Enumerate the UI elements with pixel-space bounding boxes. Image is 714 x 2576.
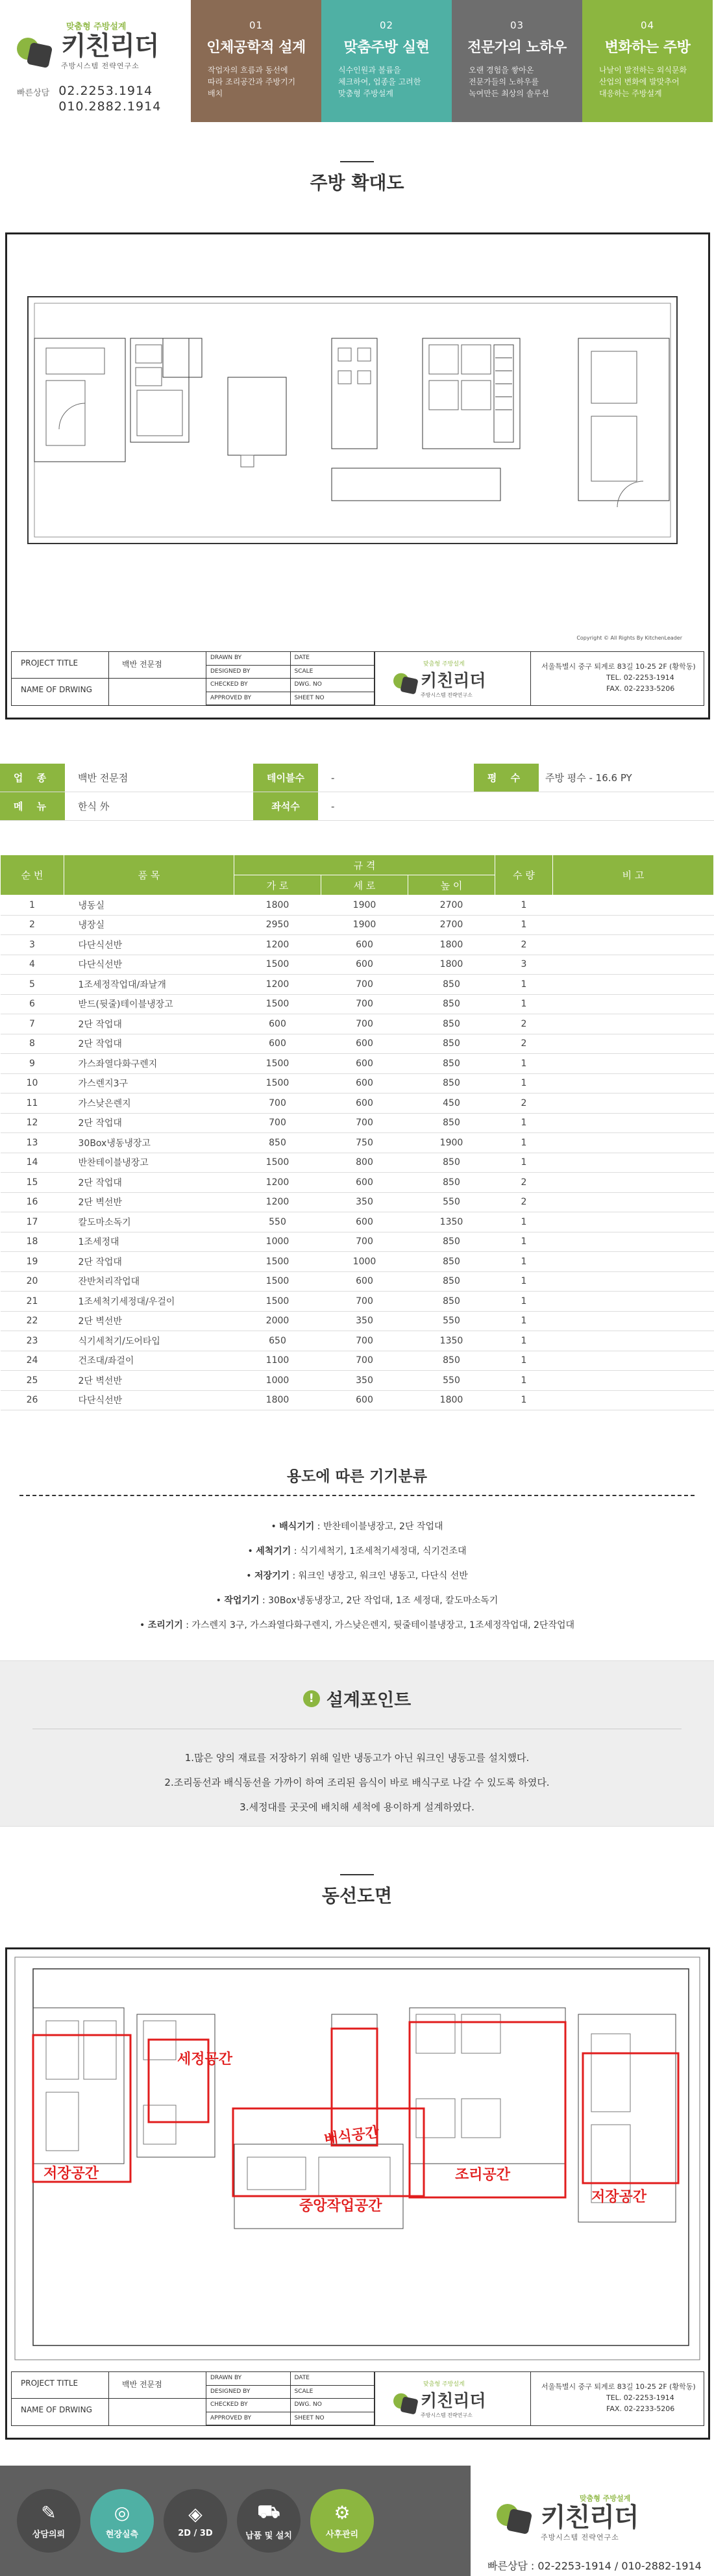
footer [0,2466,714,2576]
flow-title-block: PROJECT TITLE NAME OF DRWING 백반 전문점 DRAWN BY DATE DESIGNED BY SCALE CHECKED BY DWG. NO APPROVED BY SHEET NO 맞춤형 주방설계 키친리더 주방시스템 전략연구소 서울특별시 중구 퇴계로 83길 10-25 2F (황학동) TEL. 02-2253-1914 FAX. 02-2233-5206 [11,2371,704,2426]
info-tables-value: - [331,771,335,784]
zone-label-central: 중앙작업공간 [299,2198,382,2214]
info-icon: ! [303,1690,320,1707]
panel-number: 03 [510,19,524,31]
design-point-title: 설계포인트 [326,1690,412,1710]
table-row: 25 2단 벽선반 1000 350 550 1 [1,1371,714,1391]
tb-contact: 서울특별시 중구 퇴계로 83길 10-25 2F (황학동) TEL. 02-2253-1914 FAX. 02-2233-5206 [541,662,696,693]
section-title-enlarged: 주방 확대도 [0,161,714,195]
table-row: 2 냉장실 2950 1900 2700 1 [1,915,714,935]
category-list [0,1514,714,1638]
info-seats-value: - [331,800,335,812]
service-step-icon: ⛟ [257,2501,280,2522]
panel-title: 인체공학적 설계 [206,40,306,56]
section-title-flow: 동선도면 [0,1874,714,1908]
design-point-panel [0,1660,714,1827]
feature-panel-1 [191,0,321,122]
top-header [0,0,714,122]
service-step-icon: ⚙ [334,2502,351,2523]
zone-label-serving: 배식공간 [323,2124,380,2148]
panel-desc: 식수인원과 볼륨을 체크하여, 업종을 고려한 맞춤형 주방설계 [338,66,421,98]
panel-number: 04 [640,19,655,31]
brand-block [0,0,191,122]
info-area-value: 주방 평수 - 16.6 PY [545,772,632,784]
table-row: 12 2단 작업대 700 700 850 1 [1,1113,714,1133]
tb-logo-mark-icon [393,2390,412,2408]
zone-label-cooking: 조리공간 [455,2167,511,2183]
info-tables-label: 테이블수 [253,764,318,792]
table-row: 3 다단식선반 1200 600 1800 2 [1,935,714,955]
footer-logo-mark-icon [497,2499,534,2536]
col-header-depth: 세 로 [321,875,408,895]
service-step-3[interactable] [164,2489,227,2553]
tb-logo: 맞춤형 주방설계 키친리더 주방시스템 전략연구소 [375,652,531,705]
info-menu-value: 한식 外 [78,801,110,812]
service-step-4[interactable] [237,2489,301,2553]
logo-subtitle: 주방시스템 전략연구소 [61,62,140,70]
equipment-table [0,855,714,1410]
col-header-height: 높 이 [408,875,495,895]
table-row: 11 가스낮은렌지 700 600 450 2 [1,1094,714,1114]
table-row: 21 1조세척기세정대/우걸이 1500 700 850 1 [1,1292,714,1312]
title-block: PROJECT TITLE NAME OF DRWING 백반 전문점 DRAWN BY DATE DESIGNED BY SCALE CHECKED BY DWG. NO APPROVED BY SHEET NO 맞춤형 주방설계 키친리더 주방시스템 전략연구소 서울특별시 중구 퇴계로 83길 10-25 2F (황학동) TEL. 02-2253-1914 FAX. 02-2233-5206 [11,651,704,706]
panel-number: 01 [249,19,264,31]
phone-2[interactable]: 010.2882.1914 [58,99,162,114]
table-row: 6 받드(뒷줄)테이블냉장고 1500 700 850 1 [1,994,714,1014]
col-header-name: 품 목 [64,855,234,895]
service-step-icon: ◎ [114,2502,130,2523]
zone-label-wash: 세정공간 [177,2051,233,2068]
feature-panel-3 [452,0,582,122]
col-header-note: 비 고 [553,855,714,895]
store-info-table [0,764,714,821]
service-step-label: 2D / 3D [178,2529,213,2538]
service-steps [0,2466,471,2576]
service-step-icon: ✎ [41,2502,56,2523]
table-row: 8 2단 작업대 600 600 850 2 [1,1034,714,1054]
category-item: • 조리기기 : 가스렌지 3구, 가스좌열다화구렌지, 가스낮은렌지, 뒷줄테이블냉장고, 1조세정작업대, 2단작업대 [139,1620,575,1631]
footer-logo[interactable]: 맞춤형 주방설계 키친리더 주방시스템 전략연구소 [497,2493,714,2542]
logo[interactable] [17,32,191,71]
service-step-1[interactable] [17,2489,80,2553]
col-header-spec: 규 격 [234,855,495,875]
table-row: 26 다단식선반 1800 600 1800 1 [1,1390,714,1410]
tb-logo-mark-icon [393,669,412,688]
col-header-width: 가 로 [234,875,321,895]
service-step-icon: ◈ [188,2503,203,2525]
drawing-copyright: Copyright © All Rights By KitchenLeader [576,635,682,641]
info-type-label: 업 종 [0,764,65,792]
table-row: 20 잔반처리작업대 1500 600 850 1 [1,1271,714,1292]
service-step-label: 현장실측 [105,2530,139,2540]
logo-name: 키친리더 [61,32,159,60]
table-row: 16 2단 벽선반 1200 350 550 2 [1,1192,714,1212]
info-area-label: 평 수 [474,764,539,792]
table-row: 1 냉동실 1800 1900 2700 1 [1,895,714,916]
category-item: • 작업기기 : 30Box냉동냉장고, 2단 작업대, 1조 세정대, 칼도마소독기 [215,1595,499,1606]
design-point-item: 3.세정대를 곳곳에 배치해 세척에 용이하게 설계하였다. [240,1801,474,1813]
category-divider [19,1495,695,1496]
table-row: 14 반찬테이블냉장고 1500 800 850 1 [1,1153,714,1173]
panel-desc: 나날이 발전하는 외식문화 산업의 변화에 발맞추어 대응하는 주방설계 [599,66,687,98]
footer-brand [471,2466,714,2576]
panel-title: 전문가의 노하우 [467,40,567,56]
panel-title: 맞춤주방 실현 [343,40,430,56]
table-row: 13 30Box냉동냉장고 850 750 1900 1 [1,1133,714,1153]
zone-label-storage-left: 저장공간 [43,2166,99,2182]
panel-number: 02 [379,19,394,31]
kitchen-drawing-frame [5,232,710,719]
logo-tagline: 맞춤형 주방설계 [66,22,127,32]
flow-floor-plan [7,1949,708,2365]
design-point-list [0,1745,714,1819]
feature-panel-2 [321,0,452,122]
table-row: 22 2단 벽선반 2000 350 550 1 [1,1311,714,1331]
table-row: 10 가스렌지3구 1500 600 850 1 [1,1073,714,1094]
phone-1[interactable]: 02.2253.1914 [58,84,153,98]
flow-drawing-frame [5,1947,710,2440]
service-step-label: 납품 및 설치 [245,2531,292,2541]
feature-panel-4 [582,0,713,122]
info-row-2 [0,792,714,821]
panel-title: 변화하는 주방 [604,40,691,56]
quick-contact-label: 빠른상담 [17,88,50,98]
section-title-category: 용도에 따른 기기분류 [0,1464,714,1496]
service-step-label: 사후관리 [325,2530,359,2540]
zone-label-storage-right: 저장공간 [591,2189,647,2205]
table-row: 7 2단 작업대 600 700 850 2 [1,1014,714,1034]
table-row: 15 2단 작업대 1200 600 850 2 [1,1173,714,1193]
table-row: 9 가스좌열다화구렌지 1500 600 850 1 [1,1054,714,1074]
panel-desc: 작업자의 흐름과 동선에 따라 조리공간과 주방기기 배치 [208,66,296,98]
panel-desc: 오랜 경험을 쌓아온 전문가들의 노하우를 녹여만든 최상의 솔루션 [469,66,549,98]
table-row: 23 식기세척기/도어타입 650 700 1350 1 [1,1331,714,1351]
logo-mark-icon [17,32,55,70]
category-item: • 세척기기 : 식기세척기, 1조세척기세정대, 식기건조대 [247,1546,467,1557]
table-row: 24 건조대/좌걸이 1100 700 850 1 [1,1351,714,1371]
tb-project-title-label: PROJECT TITLE [12,652,108,679]
tb-project-value: 백반 전문점 [109,652,206,679]
category-item: • 저장기기 : 워크인 냉장고, 워크인 냉동고, 다단식 선반 [246,1571,468,1581]
table-row: 17 칼도마소독기 550 600 1350 1 [1,1212,714,1232]
design-point-item: 1.많은 양의 재료를 저장하기 위해 일반 냉동고가 아닌 워크인 냉동고를 설치했다. [184,1752,530,1764]
design-point-item: 2.조리동선과 배식동선을 가까이 하여 조리된 음식이 바로 배식구로 나갈 수 있도록 하였다. [164,1777,550,1788]
col-header-qty: 수 량 [495,855,553,895]
service-step-2[interactable] [90,2489,154,2553]
col-header-no: 순 번 [1,855,64,895]
kitchen-floor-plan [7,234,708,650]
info-menu-label: 메 뉴 [0,792,65,820]
table-row: 19 2단 작업대 1500 1000 850 1 [1,1252,714,1272]
category-item: • 배식기기 : 반찬테이블냉장고, 2단 작업대 [271,1521,443,1532]
table-row: 18 1조세정대 1000 700 850 1 [1,1232,714,1252]
service-step-label: 상담의뢰 [32,2530,66,2540]
tb-drawing-name-label: NAME OF DRWING [21,685,92,694]
table-row: 5 1조세정작업대/좌날개 1200 700 850 1 [1,975,714,995]
quick-contact [17,83,161,114]
info-row-1 [0,764,714,792]
footer-phone[interactable]: 빠른상담 : 02-2253-1914 / 010-2882-1914 [487,2560,702,2572]
info-seats-label: 좌석수 [253,792,318,820]
service-step-5[interactable] [310,2489,374,2553]
info-type-value: 백반 전문점 [78,772,129,784]
table-row: 4 다단식선반 1500 600 1800 3 [1,955,714,975]
